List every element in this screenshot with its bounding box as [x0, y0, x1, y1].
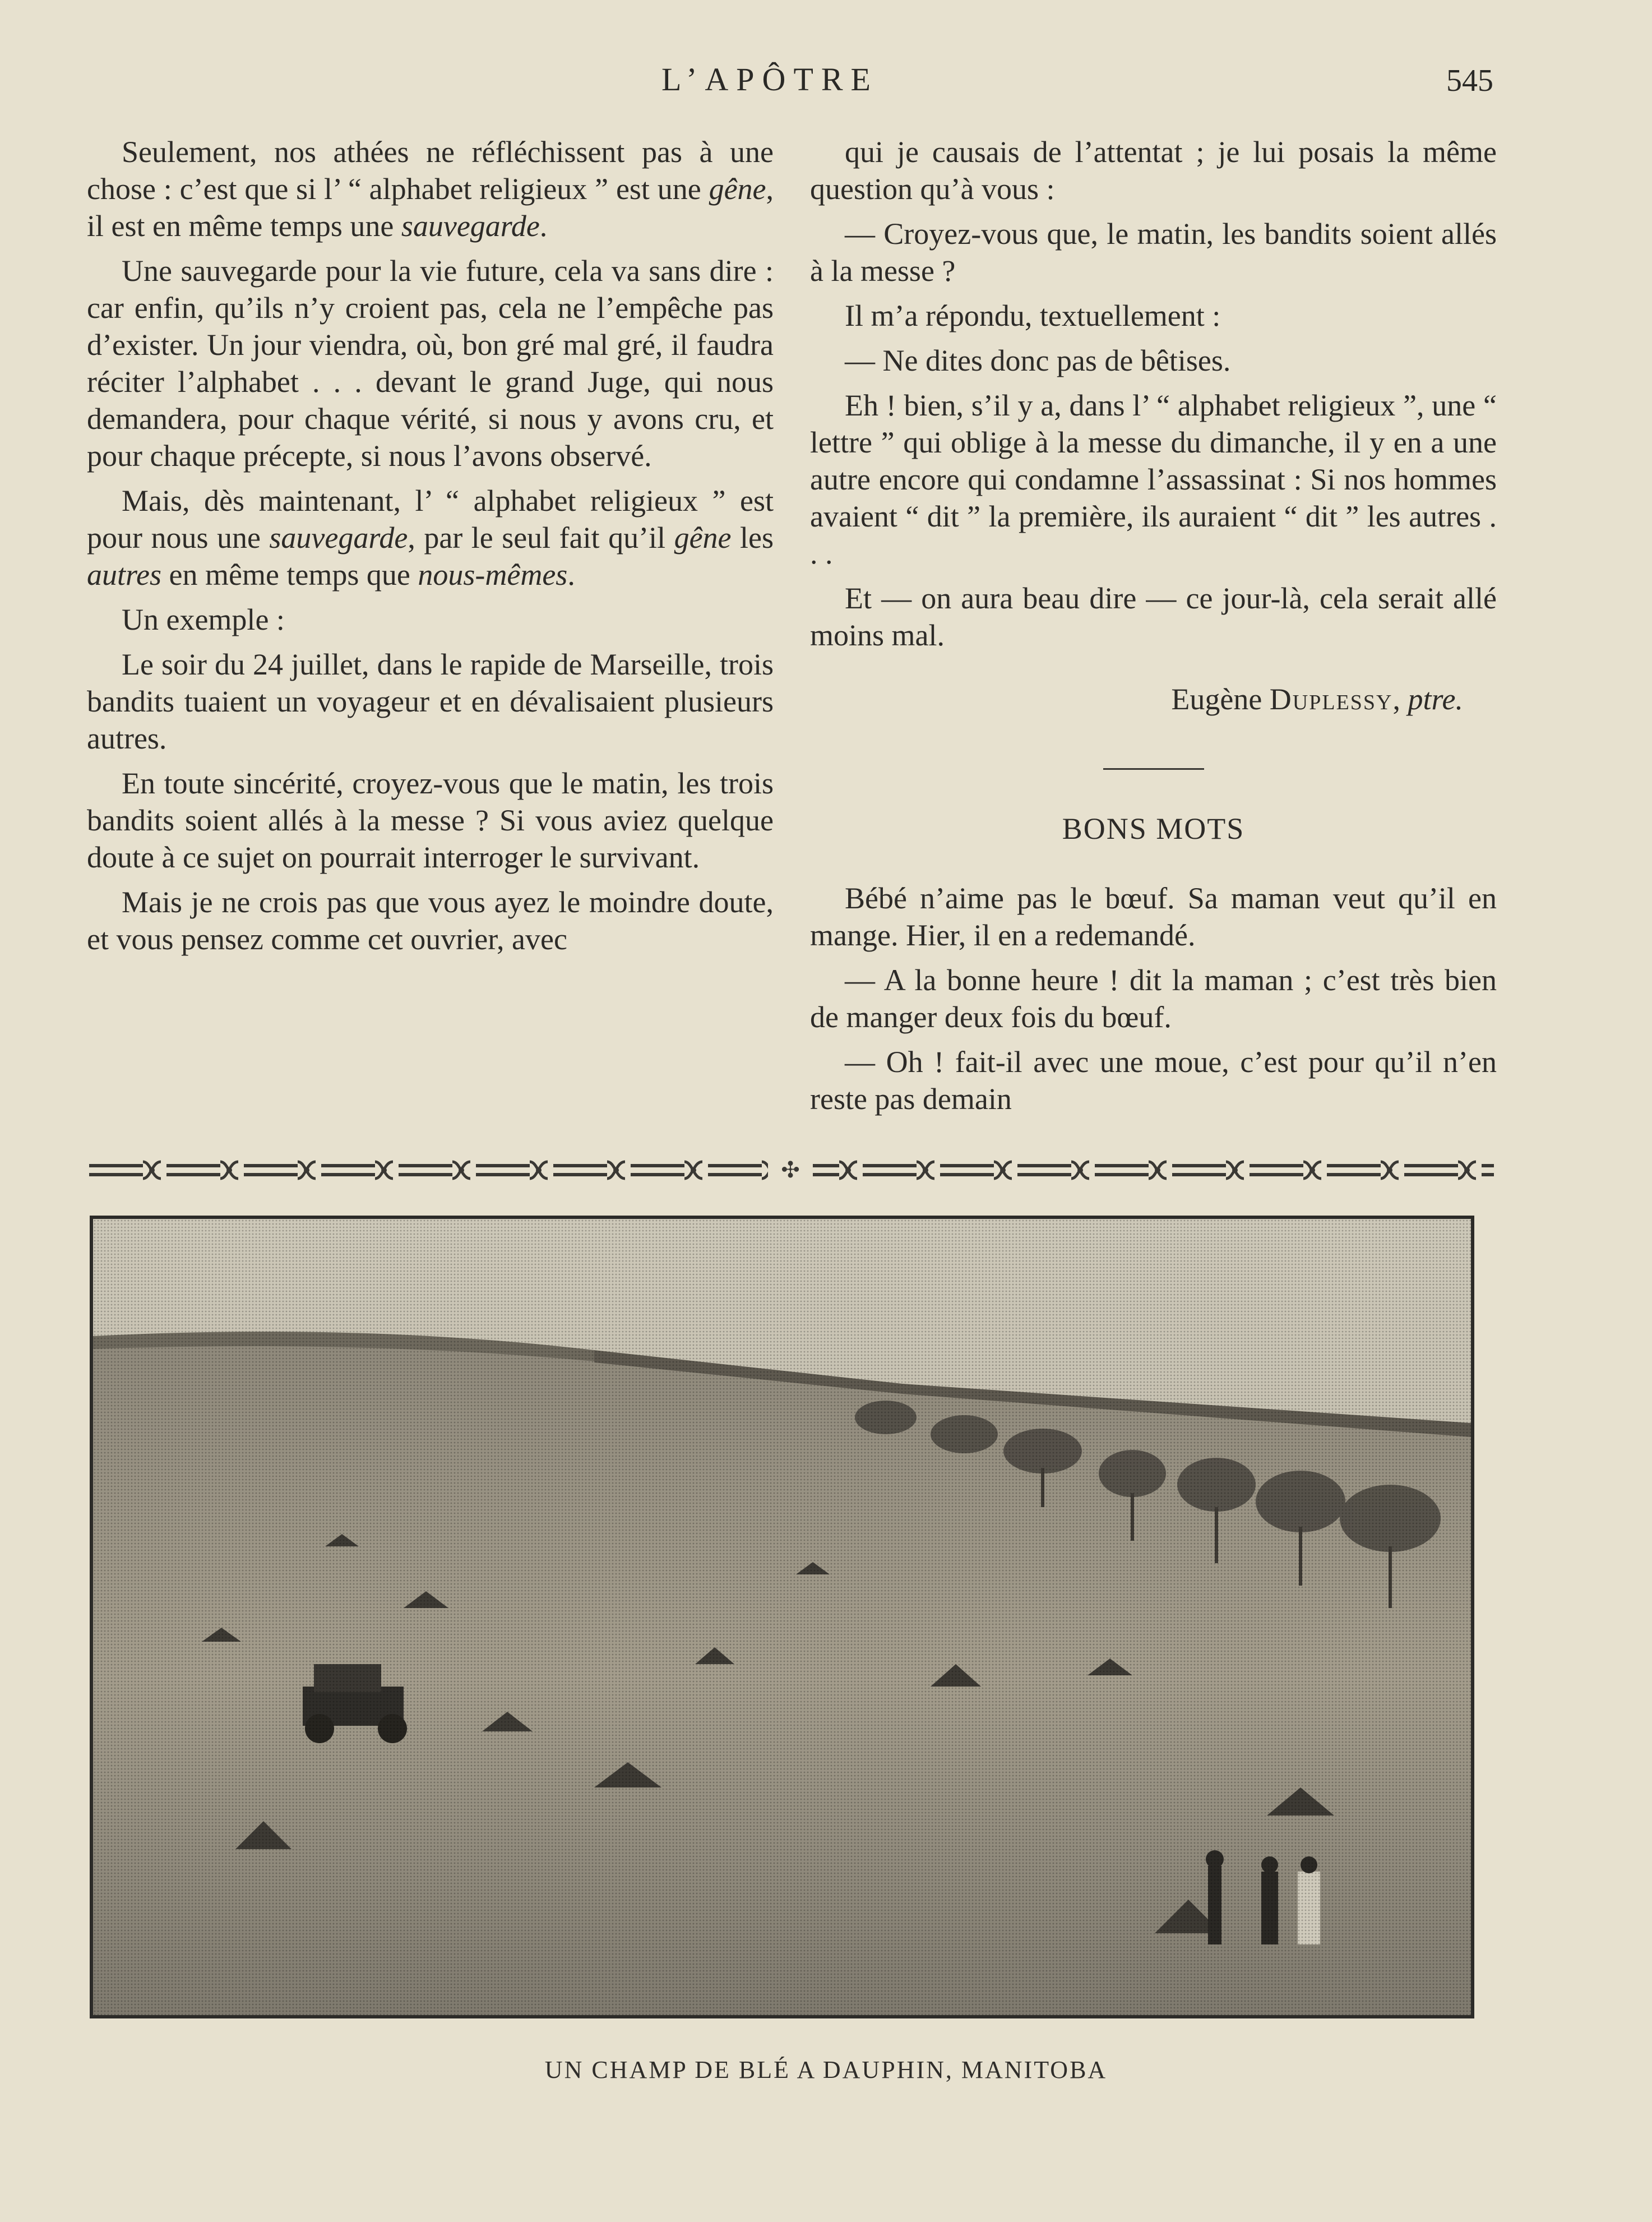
paragraph: — Oh ! fait-il avec une moue, c’est pour qu’il n’en reste pas demain	[810, 1045, 1497, 1116]
running-head	[0, 61, 1652, 100]
paragraph: Et — on aura beau dire — ce jour-là, cela serait allé moins mal.	[810, 581, 1497, 652]
paragraph: Une sauvegarde pour la vie future, cela va sans dire : car enfin, qu’ils n’y croient pas, cela ne l’empêche pas d’exister. Un jour viendra, où, bon gré mal gré, il faudra réciter l’alphabet . . . devant le grand Juge, qui nous demandera, pour chaque vérité, si nous y avons cru, et pour chaque précepte, si nous l’avons observé.	[87, 254, 774, 473]
paragraph: Mais, dès maintenant, l’ “ alphabet religieux ” est pour nous une sauvegarde, par le seul fait qu’il gêne les autres en même temps que nous-mêmes.	[87, 484, 774, 592]
running-title: L’APÔTRE	[661, 61, 878, 98]
paragraph: Seulement, nos athées ne réfléchissent pas à une chose : c’est que si l’ “ alphabet religieux ” est une gêne, il est en même temps une sauvegarde.	[87, 135, 774, 243]
paragraph: — Croyez-vous que, le matin, les bandits soient allés à la messe ?	[810, 217, 1497, 288]
ornamental-rule	[87, 1156, 1494, 1184]
left-column	[87, 133, 774, 966]
paragraph: — Ne dites donc pas de bêtises.	[845, 344, 1231, 377]
paragraph: — A la bonne heure ! dit la maman ; c’est très bien de manger deux fois du bœuf.	[810, 963, 1497, 1034]
paragraph: Le soir du 24 juillet, dans le rapide de Marseille, trois bandits tuaient un voyageur et en dévalisaient plusieurs autres.	[87, 648, 774, 755]
right-column	[810, 133, 1497, 1125]
paragraph: Mais je ne crois pas que vous ayez le moindre doute, et vous pensez comme cet ouvrier, avec	[87, 885, 774, 956]
paragraph: Eh ! bien, s’il y a, dans l’ “ alphabet religieux ”, une “ lettre ” qui oblige à la messe du dimanche, il y en a une autre encore qui condamne l’assassinat : Si nos hommes avaient “ dit ” la première, ils auraient “ dit ” les autres . . .	[810, 389, 1497, 570]
paragraph: qui je causais de l’attentat ; je lui posais la même question qu’à vous :	[810, 135, 1497, 206]
section-divider	[1103, 768, 1204, 770]
paragraph: Bébé n’aime pas le bœuf. Sa maman veut qu’il en mange. Hier, il en a redemandé.	[810, 881, 1497, 952]
wheat-field-photo	[90, 1216, 1474, 2018]
page-number: 545	[1446, 63, 1493, 98]
paragraph: Il m’a répondu, textuellement :	[845, 299, 1221, 332]
paragraph: Un exemple :	[122, 603, 285, 636]
photo-caption: UN CHAMP DE BLÉ A DAUPHIN, MANITOBA	[544, 2056, 1108, 2084]
author-signature: Eugène Duplessy, ptre.	[1171, 682, 1463, 716]
section-title: BONS MOTS	[1062, 812, 1245, 846]
svg-text:✣: ✣	[781, 1157, 800, 1183]
paragraph: En toute sincérité, croyez-vous que le matin, les trois bandits soient allés à la messe ? Si vous aviez quelque doute à ce sujet on pourrait interroger le survivant.	[87, 766, 774, 874]
